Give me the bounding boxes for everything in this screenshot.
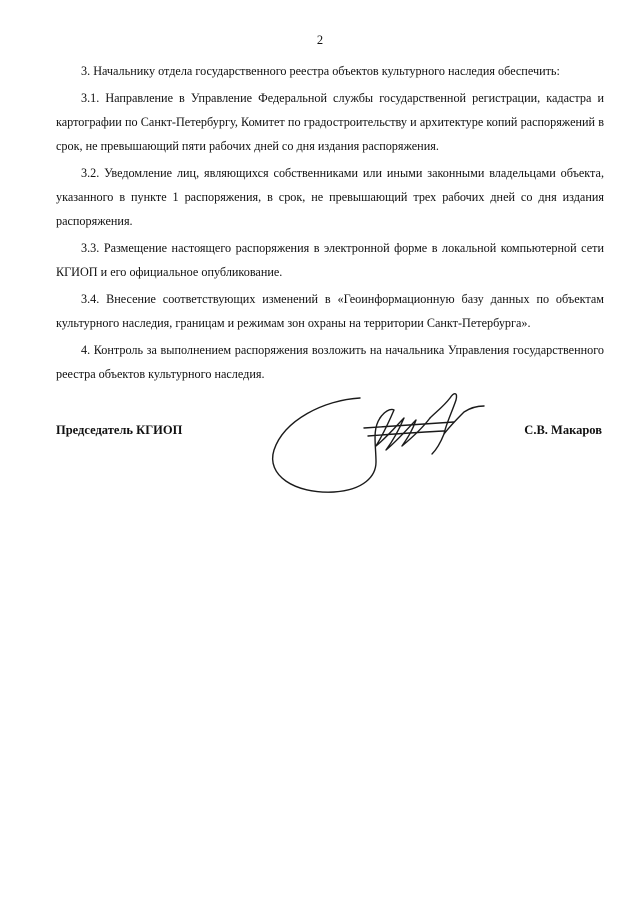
signer-title: Председатель КГИОП <box>56 423 183 437</box>
signature-block <box>56 390 604 500</box>
paragraph-item-3-4: 3.4. Внесение соответствующих изменений в «Геоинформационную базу данных по объектам культурного наследия, границам и режимам зон охраны на территории Санкт-Петербурга». <box>56 292 604 330</box>
signature-strokes <box>273 394 484 492</box>
handwritten-signature <box>264 390 544 500</box>
paragraph-item-3: 3. Начальнику отдела государственного реестра объектов культурного наследия обеспечить: <box>81 64 560 78</box>
signer-name: С.В. Макаров <box>524 423 602 437</box>
paragraph-item-3-2: 3.2. Уведомление лиц, являющихся собственниками или иными законными владельцами объекта, указанного в пункте 1 распоряжения, в срок, не превышающий трех рабочих дней со дня издания распоряжения. <box>56 166 604 228</box>
document-body <box>56 59 604 389</box>
paragraph-item-3-3: 3.3. Размещение настоящего распоряжения в электронной форме в локальной компьютерной сети КГИОП и его официальное опубликование. <box>56 241 604 279</box>
page-number: 2 <box>316 33 324 47</box>
paragraph-item-3-1: 3.1. Направление в Управление Федеральной службы государственной регистрации, кадастра и картографии по Санкт-Петербургу, Комитет по градостроительству и архитектуре копий распоряжений в срок, не превышающий пяти рабочих дней со дня издания распоряжения. <box>56 91 604 153</box>
paragraph-item-4: 4. Контроль за выполнением распоряжения возложить на начальника Управления государственного реестра объектов культурного наследия. <box>56 343 604 381</box>
